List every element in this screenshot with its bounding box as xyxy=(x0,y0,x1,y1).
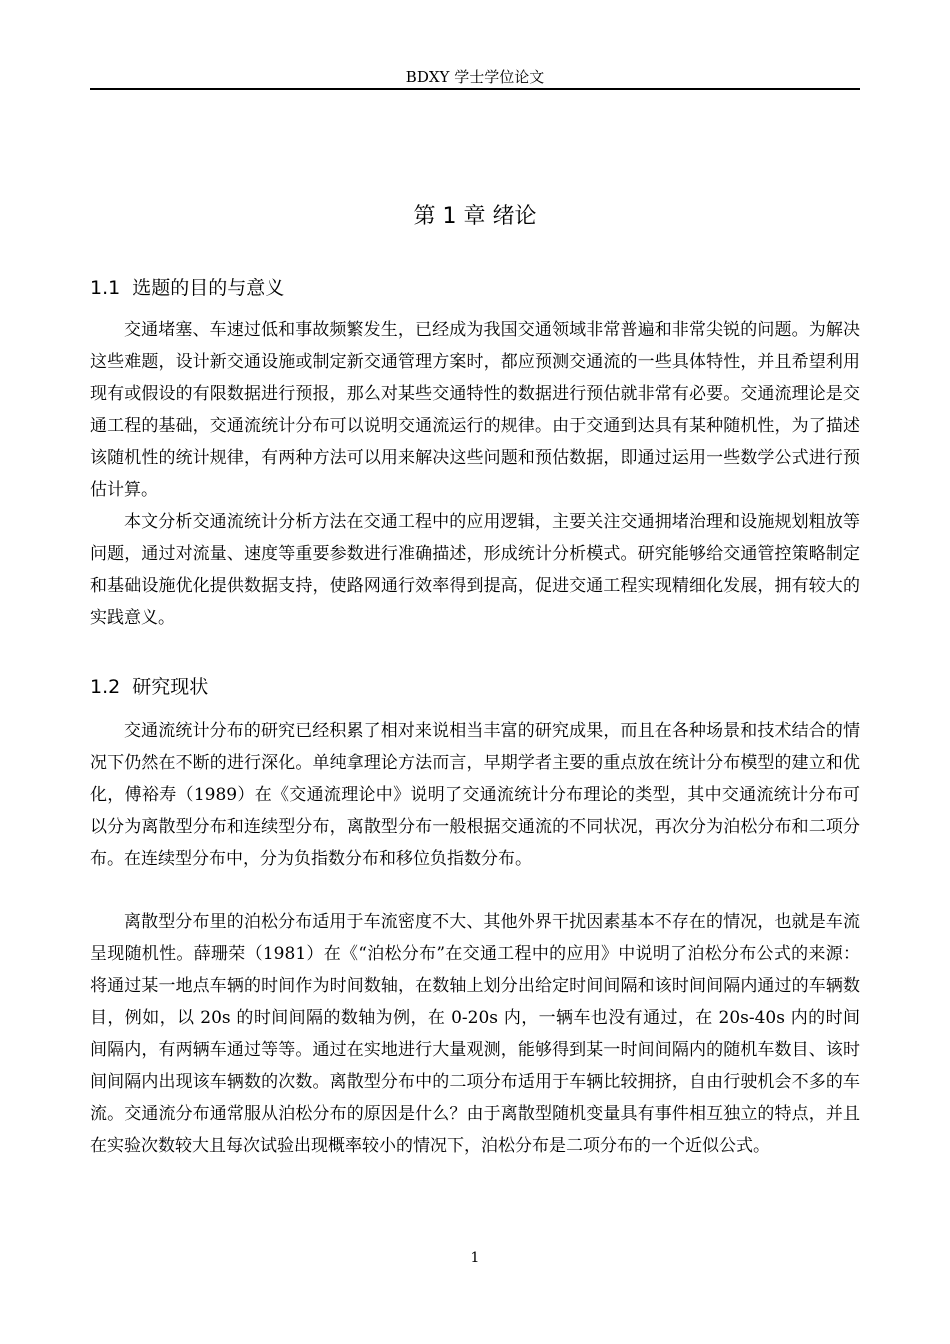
section-number: 1.1 xyxy=(90,277,121,299)
chapter-title: 第 1 章 绪论 xyxy=(413,204,537,229)
running-header: BDXY 学士学位论文 xyxy=(405,68,545,86)
section-number: 1.2 xyxy=(90,676,121,698)
section-title: 研究现状 xyxy=(132,676,209,698)
section-heading-1-2 xyxy=(90,674,860,700)
paragraph: 离散型分布里的泊松分布适用于车流密度不大、其他外界干扰因素基本不存在的情况，也就是车流呈现随机性。薛珊荣（1981）在《“泊松分布”在交通工程中的应用》中说明了泊松分布公式的来源：将通过某一地点车辆的时间作为时间数轴，在数轴上划分出给定时间间隔和该时间间隔内通过的车辆数目，例如，以 20s 的时间间隔的数轴为例，在 0-20s 内，一辆车也没有通过，在 20s-40s 内的时间间隔内，有两辆车通过等等。通过在实地进行大量观测，能够得到某一时间间隔内的随机车数目、该时间间隔内出现该车辆数的次数。离散型分布中的二项分布适用于车辆比较拥挤，自由行驶机会不多的车流。交通流分布通常服从泊松分布的原因是什么？由于离散型随机变量具有事件相互独立的特点，并且在实验次数较大且每次试验出现概率较小的情况下，泊松分布是二项分布的一个近似公式。 xyxy=(90,912,860,1156)
section-title: 选题的目的与意义 xyxy=(132,277,285,299)
paragraph: 本文分析交通流统计分析方法在交通工程中的应用逻辑，主要关注交通拥堵治理和设施规划粗放等问题，通过对流量、速度等重要参数进行准确描述，形成统计分析模式。研究能够给交通管控策略制定和基础设施优化提供数据支持，使路网通行效率得到提高，促进交通工程实现精细化发展，拥有较大的实践意义。 xyxy=(90,512,860,628)
paragraph: 交通堵塞、车速过低和事故频繁发生，已经成为我国交通领域非常普遍和非常尖锐的问题。为解决这些难题，设计新交通设施或制定新交通管理方案时，都应预测交通流的一些具体特性，并且希望利用现有或假设的有限数据进行预报，那么对某些交通特性的数据进行预估就非常有必要。交通流理论是交通工程的基础，交通流统计分布可以说明交通流运行的规律。由于交通到达具有某种随机性，为了描述该随机性的统计规律，有两种方法可以用来解决这些问题和预估数据，即通过运用一些数学公式进行预估计算。 xyxy=(90,320,860,500)
header-rule xyxy=(90,88,860,90)
paragraph: 交通流统计分布的研究已经积累了相对来说相当丰富的研究成果，而且在各种场景和技术结合的情况下仍然在不断的进行深化。单纯拿理论方法而言，早期学者主要的重点放在统计分布模型的建立和优化，傅裕寿（1989）在《交通流理论中》说明了交通流统计分布理论的类型，其中交通流统计分布可以分为离散型分布和连续型分布，离散型分布一般根据交通流的不同状况，再次分为泊松分布和二项分布。在连续型分布中，分为负指数分布和移位负指数分布。 xyxy=(90,721,860,869)
page-number: 1 xyxy=(470,1250,480,1266)
section-heading-1-1 xyxy=(90,275,860,301)
